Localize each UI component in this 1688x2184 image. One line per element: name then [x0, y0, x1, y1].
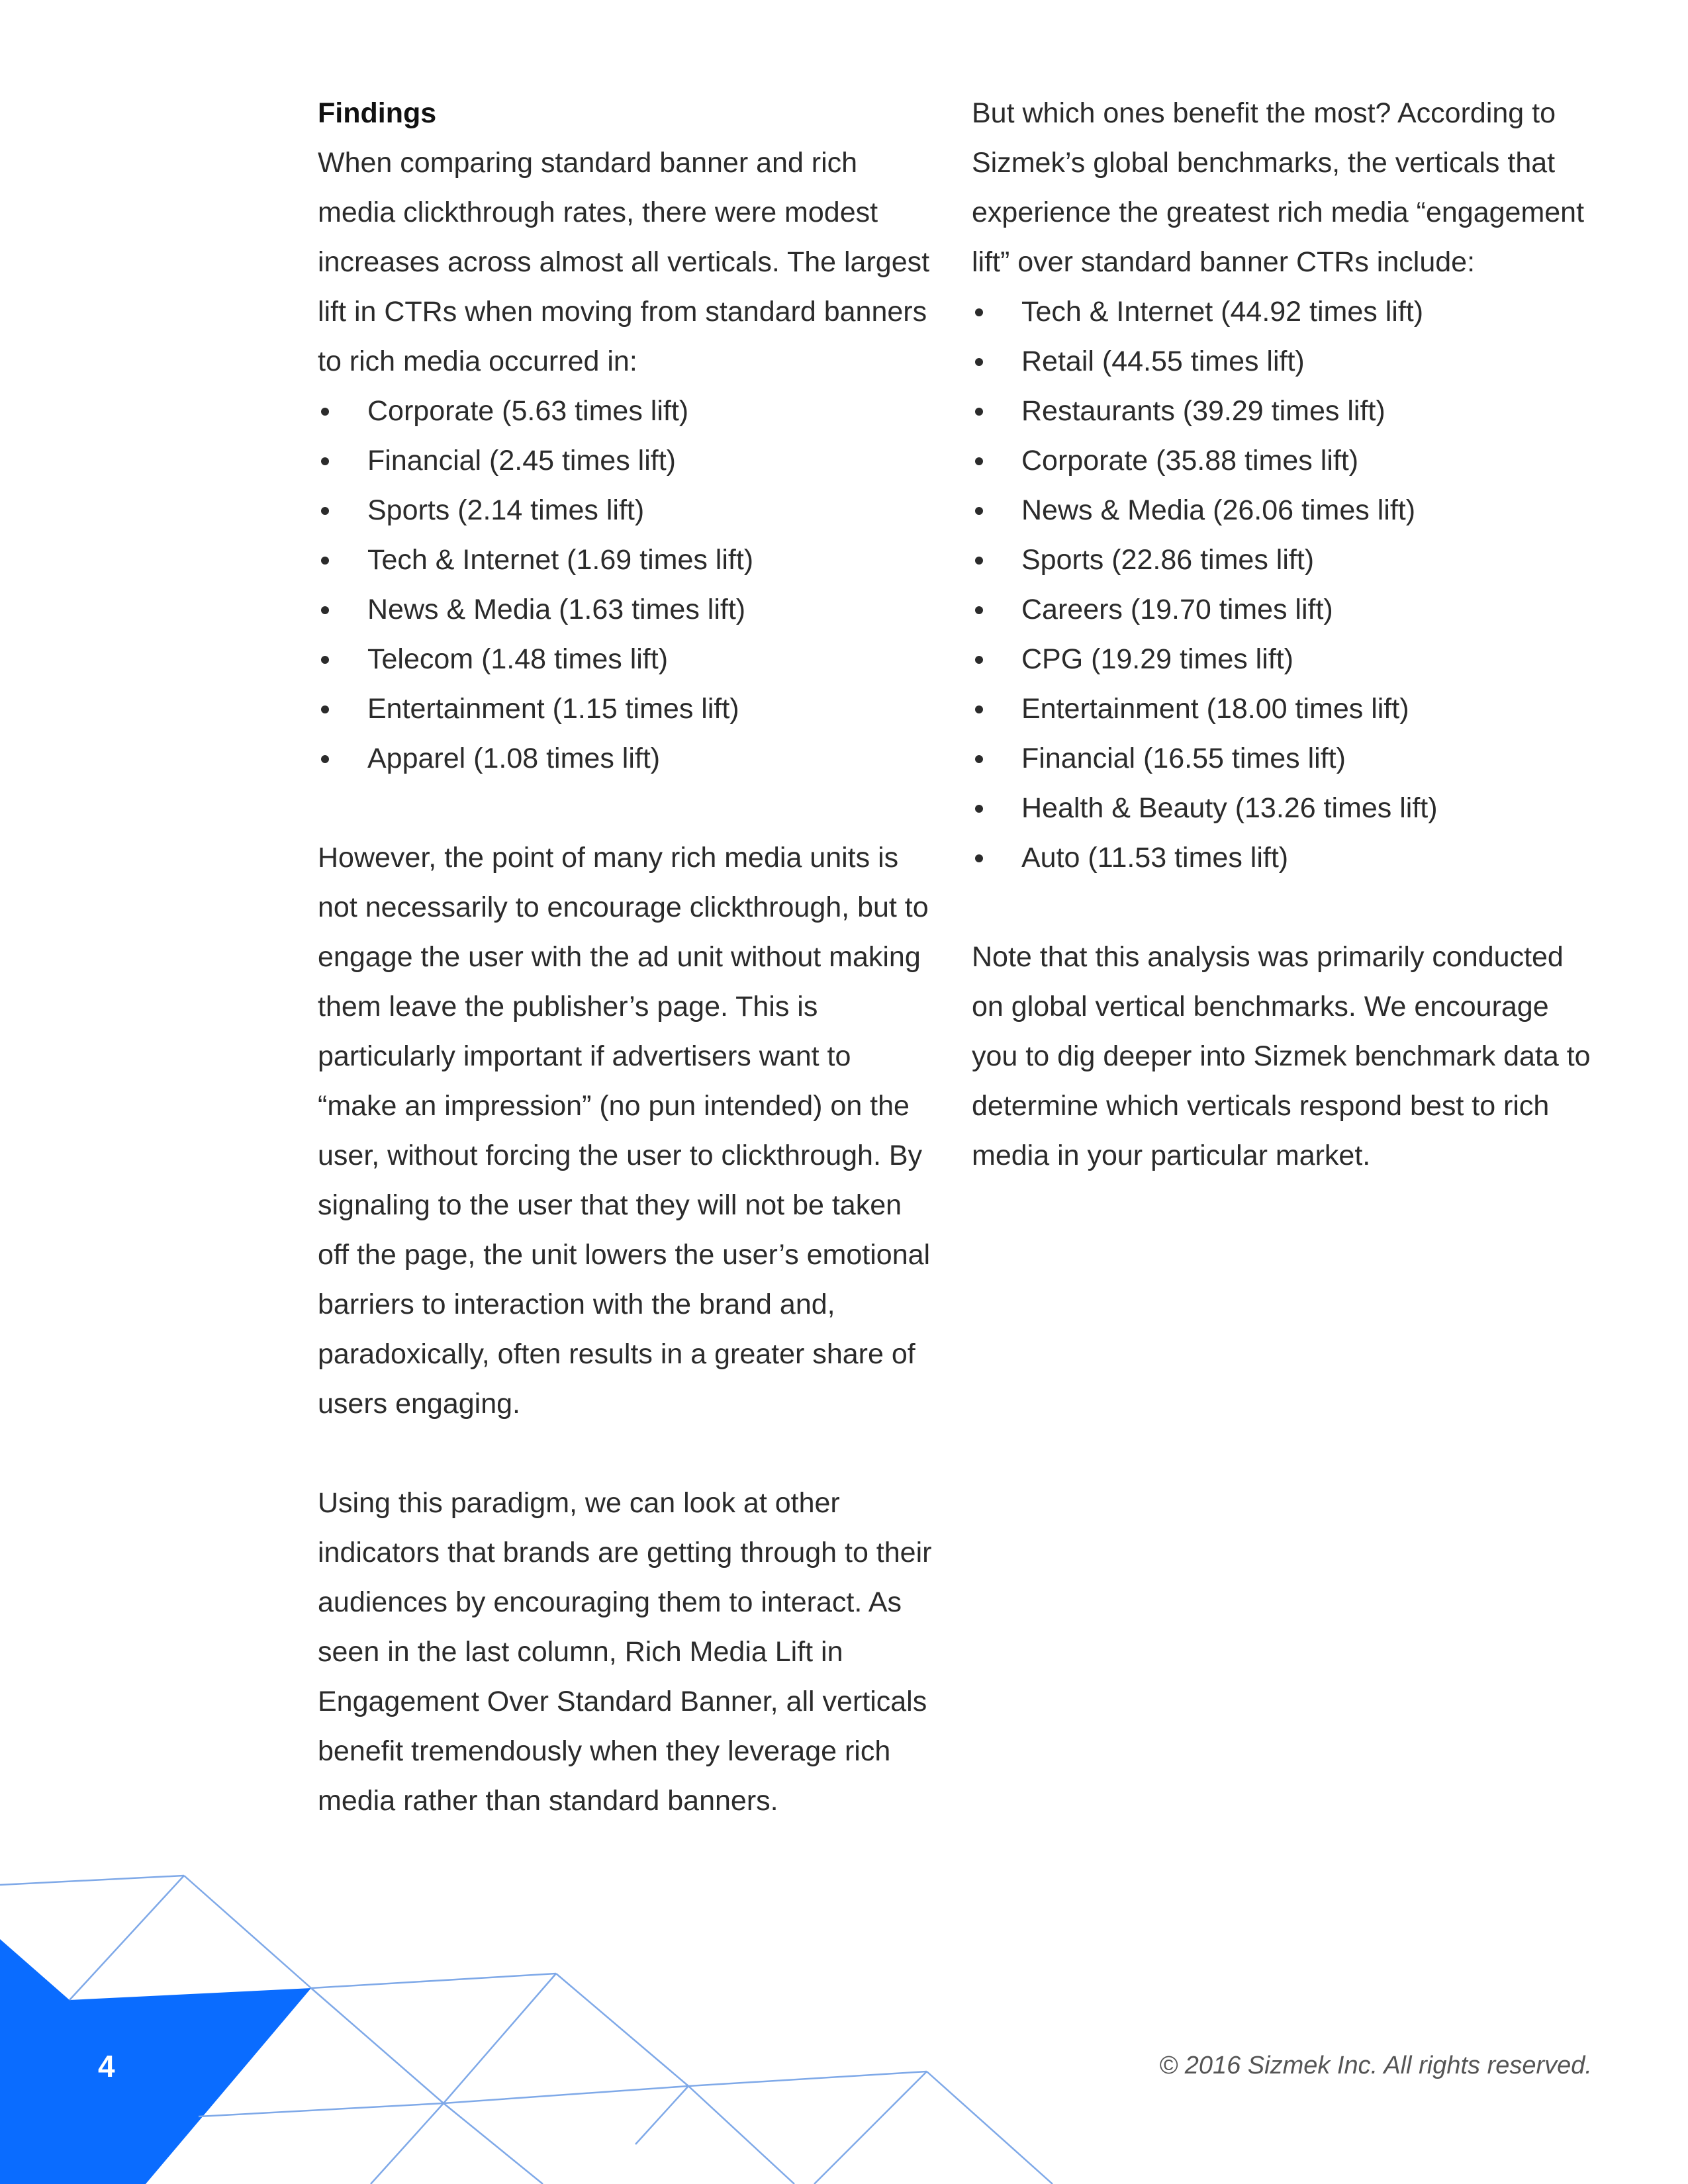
- list-item: Financial (2.45 times lift): [318, 436, 933, 486]
- list-item: Retail (44.55 times lift): [972, 337, 1601, 387]
- list-item: Apparel (1.08 times lift): [318, 734, 933, 784]
- section-heading: Findings: [318, 97, 437, 129]
- benefit-intro-paragraph: But which ones benefit the most? According to Sizmek’s global benchmarks, the verticals that experience the greatest rich media “engagement lift” over standard banner CTRs include:: [972, 97, 1585, 278]
- list-item: News & Media (26.06 times lift): [972, 486, 1601, 535]
- note-paragraph: Note that this analysis was primarily conducted on global vertical benchmarks. We encourage you to dig deeper into Sizmek benchmark data to determine which verticals respond best to rich media in your particular market.: [972, 941, 1591, 1171]
- list-item: Entertainment (18.00 times lift): [972, 684, 1601, 734]
- blue-triangle-shape: [0, 1939, 311, 2184]
- intro-paragraph: When comparing standard banner and rich media clickthrough rates, there were modest increases across almost all verticals. The largest lift in CTRs when moving from standard banners to rich media occurred in:: [318, 147, 930, 377]
- list-item: Sports (2.14 times lift): [318, 486, 933, 535]
- list-item: Entertainment (1.15 times lift): [318, 684, 933, 734]
- paradigm-paragraph: Using this paradigm, we can look at other indicators that brands are getting through to their audiences by encouraging them to interact. As seen in the last column, Rich Media Lift in Engagement Over Standard Banner, all verticals benefit tremendously when they leverage rich media rather than standard banners.: [318, 1487, 932, 1817]
- list-item: Tech & Internet (44.92 times lift): [972, 287, 1601, 337]
- list-item: Corporate (5.63 times lift): [318, 387, 933, 436]
- list-item: Sports (22.86 times lift): [972, 535, 1601, 585]
- spacer: [318, 784, 933, 833]
- triangle-pattern-decoration: [0, 1840, 1092, 2184]
- list-item: News & Media (1.63 times lift): [318, 585, 933, 635]
- list-item: Corporate (35.88 times lift): [972, 436, 1601, 486]
- spacer: [318, 1429, 933, 1479]
- left-column: [318, 89, 933, 1826]
- list-item: Auto (11.53 times lift): [972, 833, 1601, 883]
- page-number: 4: [98, 2049, 115, 2083]
- list-item: Health & Beauty (13.26 times lift): [972, 784, 1601, 833]
- list-item: Careers (19.70 times lift): [972, 585, 1601, 635]
- list-item: Restaurants (39.29 times lift): [972, 387, 1601, 436]
- right-column: [972, 89, 1601, 1181]
- list-item: Tech & Internet (1.69 times lift): [318, 535, 933, 585]
- engagement-lift-list: [972, 287, 1601, 883]
- engagement-paragraph: However, the point of many rich media units is not necessarily to encourage clickthrough, but to engage the user with the ad unit without making them leave the publisher’s page. This is particularly important if advertisers want to “make an impression” (no pun intended) on the user, without forcing the user to clickthrough. By signaling to the user that they will not be taken off the page, the unit lowers the user’s emotional barriers to interaction with the brand and, paradoxically, often results in a greater share of users engaging.: [318, 842, 931, 1420]
- ctr-lift-list: [318, 387, 933, 784]
- list-item: Financial (16.55 times lift): [972, 734, 1601, 784]
- list-item: CPG (19.29 times lift): [972, 635, 1601, 684]
- spacer: [972, 883, 1601, 933]
- list-item: Telecom (1.48 times lift): [318, 635, 933, 684]
- copyright-notice: © 2016 Sizmek Inc. All rights reserved.: [1159, 2052, 1592, 2079]
